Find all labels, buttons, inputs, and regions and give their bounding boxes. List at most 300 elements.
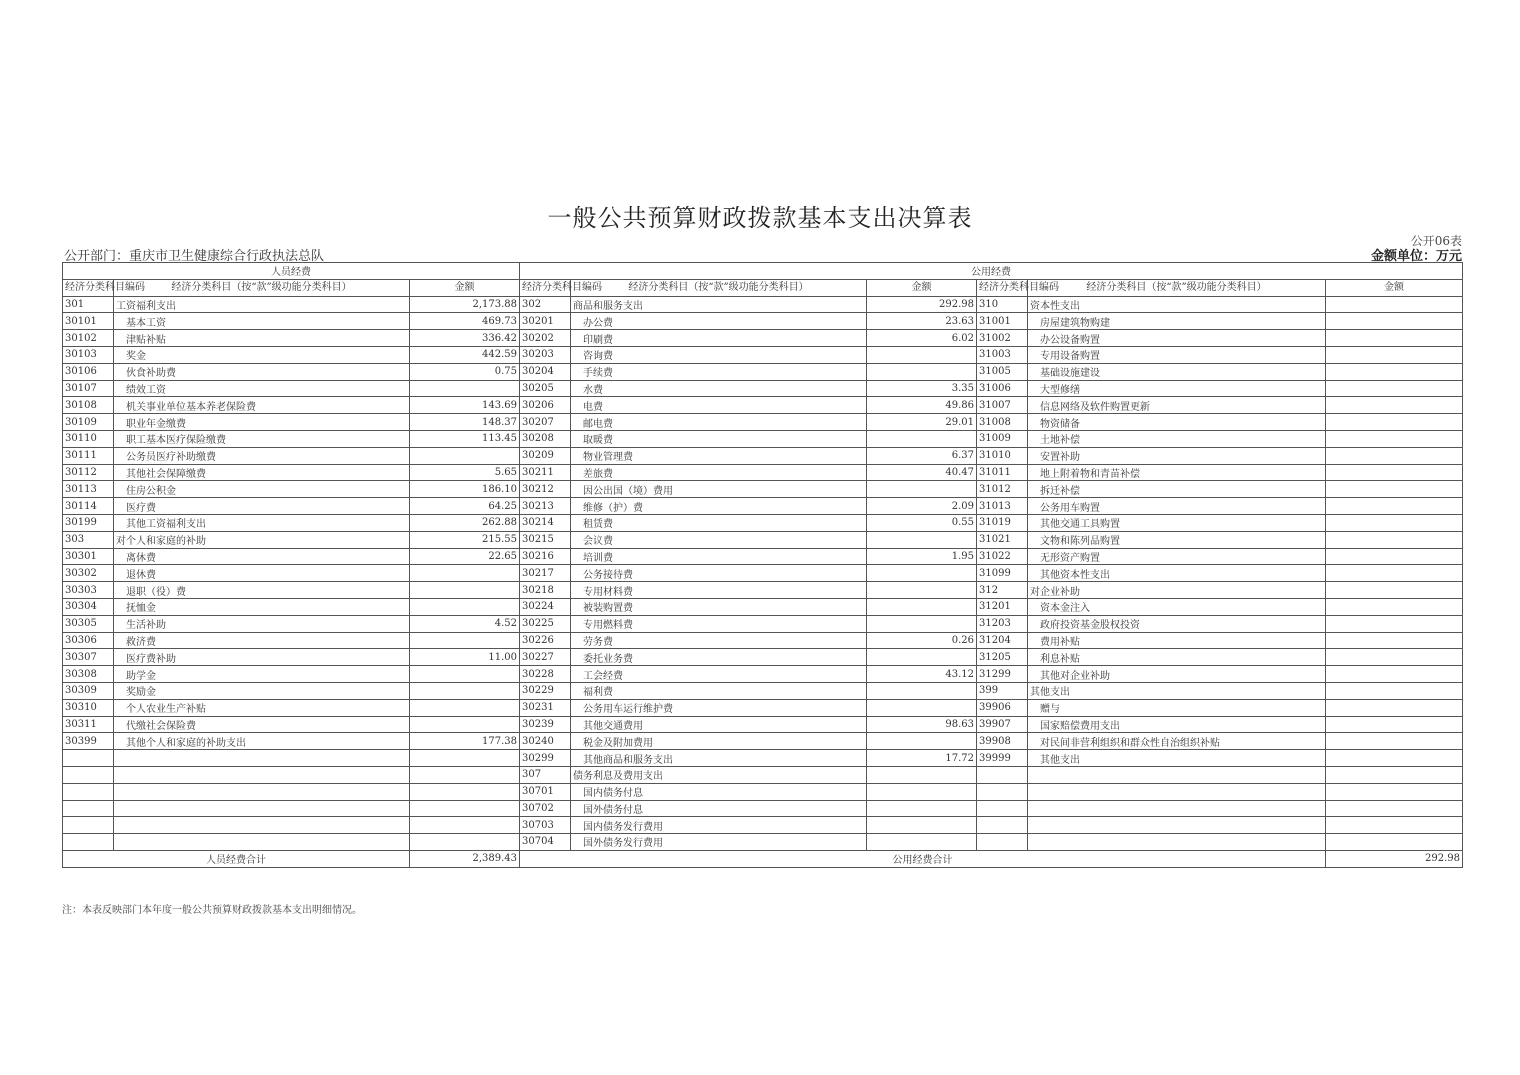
category-code: 31008	[977, 414, 1028, 431]
table-row	[63, 330, 1463, 347]
amount-cell	[867, 699, 977, 716]
category-code: 30199	[63, 514, 114, 531]
category-name: 大型修缮	[1028, 380, 1326, 397]
table-row	[63, 817, 1463, 834]
amount-cell: 6.37	[867, 447, 977, 464]
item-header: 经济分类科目（按“款”级功能分类科目）	[114, 279, 410, 296]
amount-cell: 17.72	[867, 750, 977, 767]
amount-cell	[410, 682, 520, 699]
expenditure-table	[62, 262, 1463, 868]
category-name: 费用补贴	[1028, 632, 1326, 649]
category-code: 301	[63, 296, 114, 313]
table-row	[63, 481, 1463, 498]
category-name: 公务用车购置	[1028, 498, 1326, 515]
amount-cell: 29.01	[867, 414, 977, 431]
public-total-label: 公用经费合计	[520, 850, 1326, 867]
category-name: 政府投资基金股权投资	[1028, 615, 1326, 632]
category-name: 基础设施建设	[1028, 363, 1326, 380]
category-name: 医疗费	[114, 498, 410, 515]
category-code: 30227	[520, 649, 571, 666]
category-code	[63, 783, 114, 800]
category-name: 物业管理费	[571, 447, 867, 464]
table-row	[63, 531, 1463, 548]
amount-cell	[1326, 514, 1463, 531]
amount-cell	[1326, 632, 1463, 649]
category-code: 30231	[520, 699, 571, 716]
category-name	[1028, 783, 1326, 800]
category-name: 伙食补助费	[114, 363, 410, 380]
table-row	[63, 766, 1463, 783]
category-code: 31012	[977, 481, 1028, 498]
amount-cell	[867, 598, 977, 615]
amount-cell	[410, 800, 520, 817]
category-name: 信息网络及软件购置更新	[1028, 397, 1326, 414]
category-name	[1028, 800, 1326, 817]
amount-cell: 49.86	[867, 397, 977, 414]
category-name: 公务用车运行维护费	[571, 699, 867, 716]
amount-cell: 143.69	[410, 397, 520, 414]
category-name: 专用设备购置	[1028, 346, 1326, 363]
category-code: 31099	[977, 565, 1028, 582]
amount-cell	[867, 733, 977, 750]
amount-cell: 3.35	[867, 380, 977, 397]
category-name: 租赁费	[571, 514, 867, 531]
category-code	[977, 766, 1028, 783]
category-name: 土地补偿	[1028, 430, 1326, 447]
amount-cell: 215.55	[410, 531, 520, 548]
category-code: 31021	[977, 531, 1028, 548]
category-name: 福利费	[571, 682, 867, 699]
category-code: 30205	[520, 380, 571, 397]
category-name: 取暖费	[571, 430, 867, 447]
amount-cell	[1326, 615, 1463, 632]
category-name: 代缴社会保险费	[114, 716, 410, 733]
amount-cell	[1326, 565, 1463, 582]
category-name: 物资储备	[1028, 414, 1326, 431]
category-code: 303	[63, 531, 114, 548]
category-name: 资本性支出	[1028, 296, 1326, 313]
amount-cell	[1326, 733, 1463, 750]
category-name: 工资福利支出	[114, 296, 410, 313]
category-name: 办公设备购置	[1028, 330, 1326, 347]
category-name: 其他个人和家庭的补助支出	[114, 733, 410, 750]
table-row	[63, 313, 1463, 330]
amount-cell	[867, 766, 977, 783]
amount-cell	[867, 649, 977, 666]
amount-cell	[410, 750, 520, 767]
table-row	[63, 565, 1463, 582]
amount-cell	[1326, 783, 1463, 800]
amount-cell: 148.37	[410, 414, 520, 431]
code-header: 经济分类科目编码	[63, 279, 114, 296]
amount-cell	[410, 783, 520, 800]
category-code: 30108	[63, 397, 114, 414]
amount-cell: 292.98	[867, 296, 977, 313]
amount-cell	[410, 716, 520, 733]
category-name: 个人农业生产补贴	[114, 699, 410, 716]
category-code: 30224	[520, 598, 571, 615]
category-code: 31006	[977, 380, 1028, 397]
category-code	[63, 750, 114, 767]
category-code	[63, 834, 114, 851]
amount-cell	[867, 565, 977, 582]
category-name: 津贴补贴	[114, 330, 410, 347]
amount-cell	[410, 380, 520, 397]
table-row	[63, 447, 1463, 464]
category-name: 无形资产购置	[1028, 548, 1326, 565]
amount-cell: 40.47	[867, 464, 977, 481]
category-code: 30207	[520, 414, 571, 431]
category-code: 30306	[63, 632, 114, 649]
category-name: 培训费	[571, 548, 867, 565]
amount-cell: 0.75	[410, 363, 520, 380]
category-code: 30704	[520, 834, 571, 851]
amount-cell: 43.12	[867, 666, 977, 683]
amount-cell	[1326, 464, 1463, 481]
category-name: 文物和陈列品购置	[1028, 531, 1326, 548]
table-row	[63, 716, 1463, 733]
amount-cell	[410, 565, 520, 582]
category-name: 国外债务发行费用	[571, 834, 867, 851]
category-name	[114, 834, 410, 851]
table-row	[63, 649, 1463, 666]
amount-cell	[1326, 834, 1463, 851]
category-code: 30202	[520, 330, 571, 347]
category-name: 水费	[571, 380, 867, 397]
table-row	[63, 380, 1463, 397]
amount-cell: 262.88	[410, 514, 520, 531]
category-code: 31201	[977, 598, 1028, 615]
category-code: 39906	[977, 699, 1028, 716]
amount-cell	[410, 666, 520, 683]
category-code: 30305	[63, 615, 114, 632]
category-code: 31007	[977, 397, 1028, 414]
amount-cell: 469.73	[410, 313, 520, 330]
amount-cell	[1326, 380, 1463, 397]
category-code	[63, 817, 114, 834]
amount-cell	[1326, 649, 1463, 666]
category-code: 30211	[520, 464, 571, 481]
category-code: 30208	[520, 430, 571, 447]
category-code: 30110	[63, 430, 114, 447]
category-name: 税金及附加费用	[571, 733, 867, 750]
category-name: 生活补助	[114, 615, 410, 632]
table-row	[63, 430, 1463, 447]
category-code	[977, 817, 1028, 834]
category-code: 30299	[520, 750, 571, 767]
category-name: 国外债务付息	[571, 800, 867, 817]
table-row	[63, 615, 1463, 632]
amount-cell	[1326, 330, 1463, 347]
category-name: 机关事业单位基本养老保险费	[114, 397, 410, 414]
category-name	[1028, 766, 1326, 783]
category-code: 31003	[977, 346, 1028, 363]
category-code: 31010	[977, 447, 1028, 464]
category-code: 31013	[977, 498, 1028, 515]
category-code: 30216	[520, 548, 571, 565]
table-row	[63, 582, 1463, 599]
category-code: 30215	[520, 531, 571, 548]
category-code	[63, 800, 114, 817]
amount-cell	[410, 766, 520, 783]
amount-cell: 0.26	[867, 632, 977, 649]
amount-cell	[1326, 582, 1463, 599]
category-code: 307	[520, 766, 571, 783]
amount-cell: 113.45	[410, 430, 520, 447]
amount-cell	[1326, 716, 1463, 733]
table-row	[63, 632, 1463, 649]
category-name: 电费	[571, 397, 867, 414]
category-name: 印刷费	[571, 330, 867, 347]
category-name: 国家赔偿费用支出	[1028, 716, 1326, 733]
category-code: 31205	[977, 649, 1028, 666]
amount-cell	[1326, 598, 1463, 615]
category-code: 30301	[63, 548, 114, 565]
category-code: 31022	[977, 548, 1028, 565]
category-name: 咨询费	[571, 346, 867, 363]
amount-cell: 4.52	[410, 615, 520, 632]
amount-cell	[1326, 414, 1463, 431]
category-code: 30212	[520, 481, 571, 498]
table-row	[63, 363, 1463, 380]
category-code: 31005	[977, 363, 1028, 380]
category-code: 30308	[63, 666, 114, 683]
category-code: 30229	[520, 682, 571, 699]
category-code: 30214	[520, 514, 571, 531]
amount-cell: 5.65	[410, 464, 520, 481]
amount-cell	[867, 800, 977, 817]
amount-cell: 23.63	[867, 313, 977, 330]
amount-cell	[867, 817, 977, 834]
amount-cell	[867, 682, 977, 699]
category-name: 国内债务付息	[571, 783, 867, 800]
category-name	[114, 783, 410, 800]
category-name	[1028, 834, 1326, 851]
amount-cell	[1326, 363, 1463, 380]
amount-header: 金额	[867, 279, 977, 296]
table-row	[63, 733, 1463, 750]
table-row	[63, 834, 1463, 851]
amount-cell: 442.59	[410, 346, 520, 363]
category-name: 救济费	[114, 632, 410, 649]
category-name: 对民间非营利组织和群众性自治组织补贴	[1028, 733, 1326, 750]
amount-cell	[1326, 397, 1463, 414]
category-name: 专用材料费	[571, 582, 867, 599]
amount-cell	[1326, 800, 1463, 817]
page-title: 一般公共预算财政拨款基本支出决算表	[547, 204, 973, 232]
category-code: 30309	[63, 682, 114, 699]
amount-header: 金额	[410, 279, 520, 296]
category-name: 公务员医疗补助缴费	[114, 447, 410, 464]
public-total-amount: 292.98	[1326, 850, 1463, 867]
table-row	[63, 464, 1463, 481]
amount-cell	[1326, 750, 1463, 767]
category-code	[63, 766, 114, 783]
category-name: 奖励金	[114, 682, 410, 699]
category-code: 30311	[63, 716, 114, 733]
amount-cell	[867, 481, 977, 498]
amount-cell: 64.25	[410, 498, 520, 515]
category-name	[114, 766, 410, 783]
amount-unit: 金额单位：万元	[1370, 249, 1462, 264]
amount-cell: 22.65	[410, 548, 520, 565]
amount-cell	[867, 615, 977, 632]
table-row	[63, 666, 1463, 683]
amount-cell: 2,173.88	[410, 296, 520, 313]
category-name: 维修（护）费	[571, 498, 867, 515]
category-code: 30204	[520, 363, 571, 380]
amount-cell: 0.55	[867, 514, 977, 531]
category-name: 其他社会保障缴费	[114, 464, 410, 481]
category-name: 劳务费	[571, 632, 867, 649]
table-row	[63, 682, 1463, 699]
amount-cell	[1326, 666, 1463, 683]
category-name: 对企业补助	[1028, 582, 1326, 599]
amount-cell	[410, 447, 520, 464]
table-row	[63, 498, 1463, 515]
category-code: 30106	[63, 363, 114, 380]
category-code: 30302	[63, 565, 114, 582]
category-code: 39999	[977, 750, 1028, 767]
amount-header: 金额	[1326, 279, 1463, 296]
department-label: 公开部门：重庆市卫生健康综合行政执法总队	[64, 249, 325, 264]
table-row	[63, 346, 1463, 363]
category-code: 30203	[520, 346, 571, 363]
category-code: 31011	[977, 464, 1028, 481]
item-header: 经济分类科目（按“款”级功能分类科目）	[571, 279, 867, 296]
table-row	[63, 800, 1463, 817]
category-code: 30304	[63, 598, 114, 615]
category-name: 资本金注入	[1028, 598, 1326, 615]
category-code: 312	[977, 582, 1028, 599]
category-name: 邮电费	[571, 414, 867, 431]
amount-cell	[410, 632, 520, 649]
amount-cell: 186.10	[410, 481, 520, 498]
amount-cell	[1326, 481, 1463, 498]
amount-cell	[1326, 548, 1463, 565]
category-code: 30702	[520, 800, 571, 817]
category-name	[114, 817, 410, 834]
amount-cell	[410, 699, 520, 716]
category-name: 职业年金缴费	[114, 414, 410, 431]
category-code: 310	[977, 296, 1028, 313]
category-code: 31001	[977, 313, 1028, 330]
amount-cell	[410, 582, 520, 599]
category-name	[114, 800, 410, 817]
amount-cell: 98.63	[867, 716, 977, 733]
amount-cell	[1326, 447, 1463, 464]
amount-cell	[410, 598, 520, 615]
category-code: 30303	[63, 582, 114, 599]
category-code: 30103	[63, 346, 114, 363]
code-header: 经济分类科目编码	[977, 279, 1028, 296]
amount-cell	[410, 834, 520, 851]
table-row	[63, 514, 1463, 531]
category-code: 30239	[520, 716, 571, 733]
category-name: 其他交通工具购置	[1028, 514, 1326, 531]
category-name: 地上附着物和青苗补偿	[1028, 464, 1326, 481]
category-name: 其他商品和服务支出	[571, 750, 867, 767]
category-name: 退休费	[114, 565, 410, 582]
table-row	[63, 414, 1463, 431]
table-row	[63, 397, 1463, 414]
category-name	[114, 750, 410, 767]
category-name: 债务利息及费用支出	[571, 766, 867, 783]
category-code: 30225	[520, 615, 571, 632]
form-number: 公开06表	[1410, 234, 1462, 248]
category-name: 其他支出	[1028, 682, 1326, 699]
category-name: 离休费	[114, 548, 410, 565]
category-code: 30701	[520, 783, 571, 800]
amount-cell	[1326, 296, 1463, 313]
category-name: 商品和服务支出	[571, 296, 867, 313]
category-code: 31009	[977, 430, 1028, 447]
category-name: 办公费	[571, 313, 867, 330]
category-name: 因公出国（境）费用	[571, 481, 867, 498]
amount-cell: 1.95	[867, 548, 977, 565]
category-code: 30111	[63, 447, 114, 464]
category-name	[1028, 817, 1326, 834]
category-name: 工会经费	[571, 666, 867, 683]
category-name: 差旅费	[571, 464, 867, 481]
amount-cell	[1326, 817, 1463, 834]
category-name: 助学金	[114, 666, 410, 683]
category-code: 30114	[63, 498, 114, 515]
amount-cell	[867, 582, 977, 599]
category-code: 30218	[520, 582, 571, 599]
category-name: 退职（役）费	[114, 582, 410, 599]
amount-cell	[867, 363, 977, 380]
category-code: 30703	[520, 817, 571, 834]
personnel-total-amount: 2,389.43	[410, 850, 520, 867]
amount-cell: 6.02	[867, 330, 977, 347]
category-name: 对个人和家庭的补助	[114, 531, 410, 548]
category-name: 抚恤金	[114, 598, 410, 615]
table-row	[63, 750, 1463, 767]
category-code: 399	[977, 682, 1028, 699]
category-code: 30217	[520, 565, 571, 582]
item-header: 经济分类科目（按“款”级功能分类科目）	[1028, 279, 1326, 296]
table-row	[63, 598, 1463, 615]
category-code: 30112	[63, 464, 114, 481]
category-code: 30206	[520, 397, 571, 414]
category-code: 31002	[977, 330, 1028, 347]
category-name: 国内债务发行费用	[571, 817, 867, 834]
table-row	[63, 548, 1463, 565]
amount-cell	[867, 783, 977, 800]
category-code	[977, 783, 1028, 800]
table-row	[63, 783, 1463, 800]
category-code: 30101	[63, 313, 114, 330]
amount-cell	[1326, 682, 1463, 699]
amount-cell	[1326, 766, 1463, 783]
amount-cell	[867, 531, 977, 548]
category-code: 31204	[977, 632, 1028, 649]
category-name: 基本工资	[114, 313, 410, 330]
category-code: 30213	[520, 498, 571, 515]
category-code: 31019	[977, 514, 1028, 531]
public-section-header: 公用经费	[520, 263, 1463, 280]
category-code: 39907	[977, 716, 1028, 733]
amount-cell	[1326, 430, 1463, 447]
category-name: 绩效工资	[114, 380, 410, 397]
amount-cell: 11.00	[410, 649, 520, 666]
amount-cell	[1326, 498, 1463, 515]
category-name: 其他交通费用	[571, 716, 867, 733]
category-code: 30228	[520, 666, 571, 683]
personnel-section-header: 人员经费	[63, 263, 520, 280]
category-name: 手续费	[571, 363, 867, 380]
